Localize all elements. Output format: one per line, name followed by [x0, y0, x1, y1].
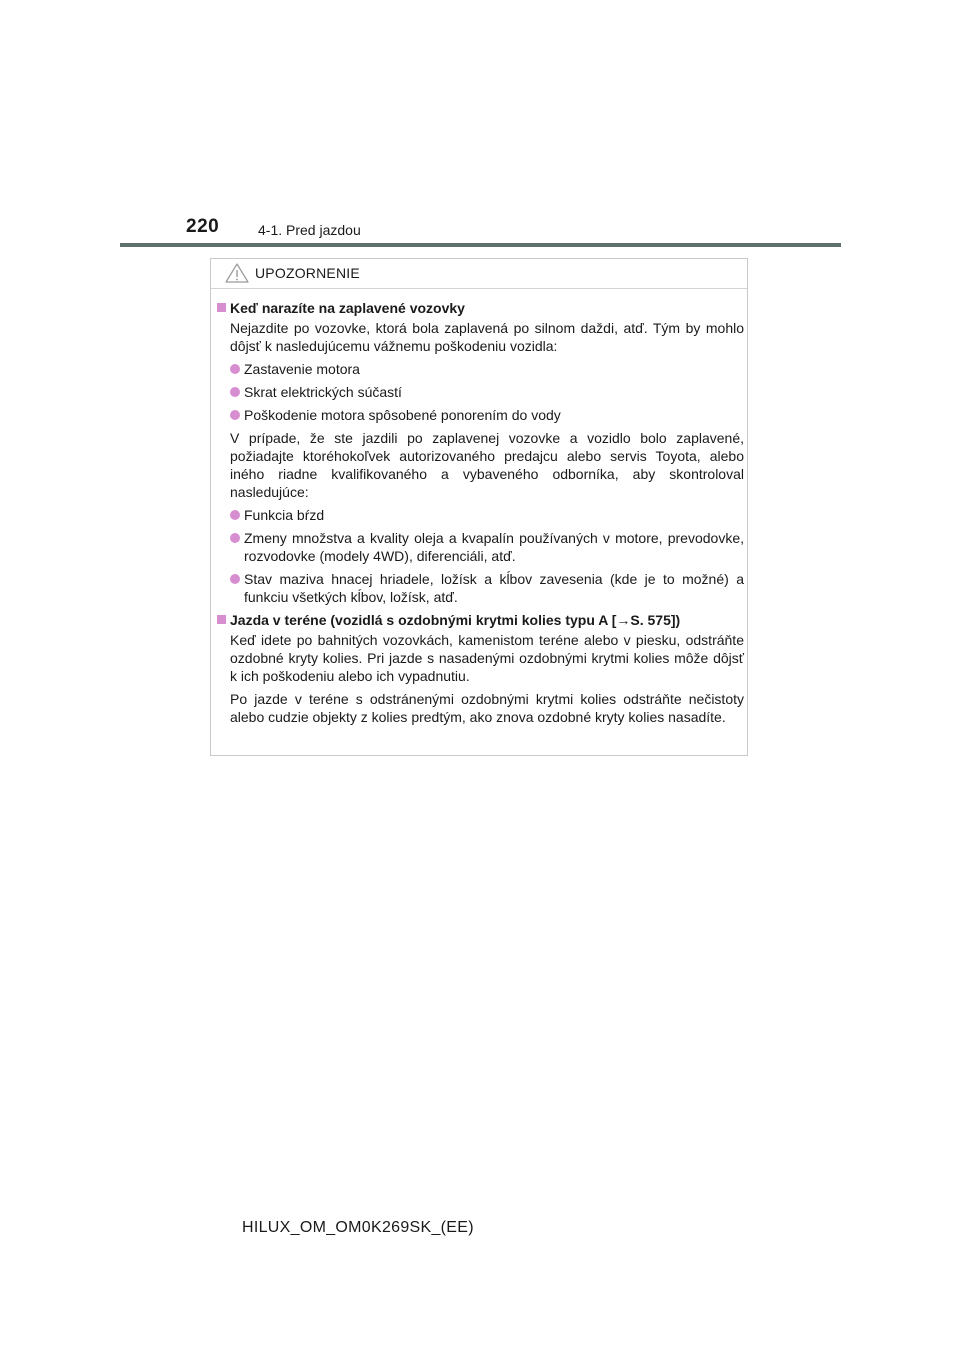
list-item — [217, 570, 744, 606]
warning-title: UPOZORNENIE — [255, 265, 360, 281]
section-heading-offroad-text: Jazda v teréne (vozidlá s ozdobnými krytmi kolies typu A [→S. 575]) — [230, 612, 681, 628]
list-item — [217, 406, 744, 424]
list-item-text: Skrat elektrických súčastí — [244, 384, 402, 400]
list-item — [217, 360, 744, 378]
round-bullet-icon — [230, 364, 240, 374]
offroad-paragraph-1: Keď idete po bahnitých vozovkách, kamenistom teréne alebo v piesku, odstráňte ozdobné kryty kolies. Pri jazde s nasadenými ozdobnými krytmi kolies môže dôjsť k ich poškodeniu alebo ich vypadnutiu. — [230, 632, 744, 684]
list-item — [217, 506, 744, 524]
list-item-text: Zastavenie motora — [244, 361, 360, 377]
page-number: 220 — [186, 216, 220, 237]
section-heading-flood-text: Keď narazíte na zaplavené vozovky — [230, 300, 465, 316]
section-title: 4-1. Pred jazdou — [258, 222, 361, 238]
header-rule — [120, 243, 841, 247]
flood-intro: Nejazdite po vozovke, ktorá bola zaplavená po silnom daždi, atď. Tým by mohlo dôjsť k nasledujúcemu vážnemu poškodeniu vozidla: — [230, 320, 744, 354]
warning-box — [210, 258, 748, 756]
list-item — [217, 383, 744, 401]
offroad-paragraph-2: Po jazde v teréne s odstránenými ozdobnými krytmi kolies odstráňte nečistoty alebo cudzie objekty z kolies predtým, ako znova ozdobné kryty kolies nasadíte. — [230, 691, 744, 725]
round-bullet-icon — [230, 574, 240, 584]
round-bullet-icon — [230, 533, 240, 543]
section-heading-offroad — [217, 611, 744, 629]
list-item-text: Stav maziva hnacej hriadele, ložísk a kĺbov zavesenia (kde je to možné) a funkciu všetkých kĺbov, ložísk, atď. — [244, 571, 744, 605]
round-bullet-icon — [230, 510, 240, 520]
square-bullet-icon — [217, 615, 226, 624]
square-bullet-icon — [217, 303, 226, 312]
warning-header — [211, 259, 747, 289]
warning-body — [217, 299, 744, 731]
flood-advice: V prípade, že ste jazdili po zaplavenej vozovke a vozidlo bolo zaplavené, požiadajte ktoréhokoľvek autorizovaného predajcu alebo servis Toyota, alebo iného riadne kvalifikovaného a vybaveného odborníka, aby skontroloval nasledujúce: — [230, 430, 744, 500]
list-item — [217, 529, 744, 565]
list-item-text: Zmeny množstva a kvality oleja a kvapalín používaných v motore, prevodovke, rozvodovke (modely 4WD), diferenciáli, atď. — [244, 530, 744, 564]
document-code: HILUX_OM_OM0K269SK_(EE) — [242, 1219, 474, 1236]
warning-triangle-icon — [224, 262, 250, 284]
list-item-text: Funkcia bŕzd — [244, 507, 325, 523]
round-bullet-icon — [230, 410, 240, 420]
list-item-text: Poškodenie motora spôsobené ponorením do vody — [244, 407, 561, 423]
round-bullet-icon — [230, 387, 240, 397]
section-heading-flood — [217, 299, 744, 317]
